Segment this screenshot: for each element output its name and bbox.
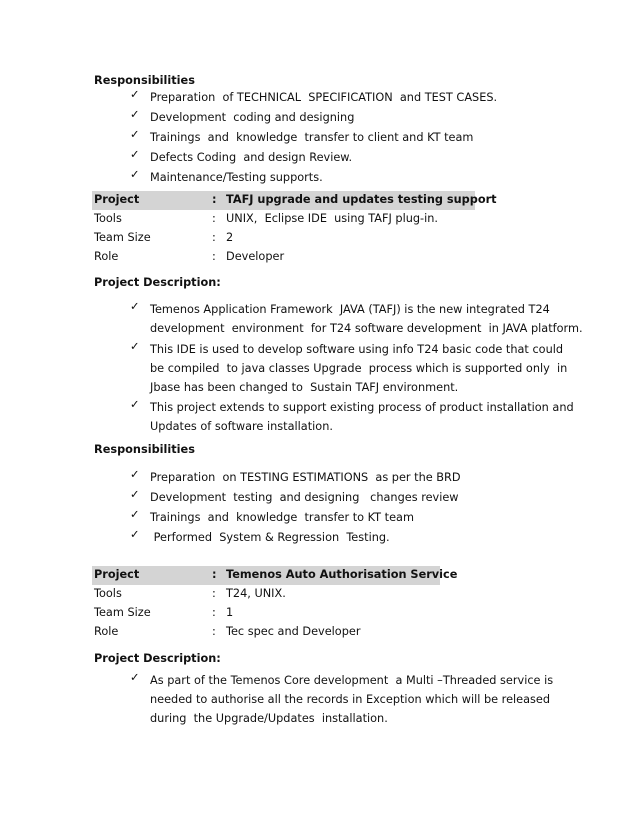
separator: : — [212, 587, 216, 600]
resume-page: Responsibilities ✓ Preparation of TECHNICAL SPECIFICATION and TEST CASES. ✓ Development coding and designing ✓ Trainings and knowledge transfer to client and KT team ✓ Defects Coding and design Review. ✓ Maintenance/Testing supports. Project : TAFJ upgrade and updates testing support Tools : UNIX, Eclipse IDE using TAFJ plug-in. Team Size : 2 Role : Developer Project Description: ✓ Temenos Application Framework JAVA (TAFJ) is the new integrated T24 development environment for T24 software development in JAVA platform. ✓ This IDE is used to develop software using info T24 basic code that could be compiled to java classes Upgrade process which is supported only in Jbase has been changed to Sustain TAFJ environment. ✓ This project extends to support existing process of product installation and Updates of software installation. Responsibilities ✓ Preparation on TESTING ESTIMATIONS as per the BRD ✓ Development testing and designing changes review ✓ Trainings and knowledge transfer to KT team ✓ Performed System & Regression Testing. Project : Temenos Auto Authorisation Service Tools : T24, UNIX. Team Size : 1 Role : Tec spec and Developer Project Description: ✓ As part of the Temenos Core development a Multi –Threaded service is needed to authorise all the records in Exception which will be released during the Upgrade/Updates installation. — [94, 74, 583, 725]
project-label: Project — [94, 193, 140, 206]
separator: : — [212, 606, 216, 619]
role-label: Role — [94, 625, 119, 638]
project-name: Temenos Auto Authorisation Service — [226, 568, 458, 581]
tools-value: T24, UNIX. — [226, 587, 286, 600]
team-size-row — [94, 606, 544, 625]
team-size-label: Team Size — [94, 231, 151, 244]
project-description-heading: Project Description: — [94, 276, 221, 289]
separator: : — [212, 568, 217, 581]
tools-label: Tools — [94, 212, 122, 225]
check-icon: ✓ — [130, 300, 140, 313]
check-icon: ✓ — [130, 671, 140, 684]
responsibilities-heading: Responsibilities — [94, 443, 195, 456]
check-icon: ✓ — [130, 88, 140, 101]
check-icon: ✓ — [130, 168, 140, 181]
responsibilities-heading: Responsibilities — [94, 74, 195, 87]
check-icon: ✓ — [130, 488, 140, 501]
tools-label: Tools — [94, 587, 122, 600]
role-value: Tec spec and Developer — [226, 625, 361, 638]
role-row — [94, 250, 544, 269]
check-icon: ✓ — [130, 468, 140, 481]
separator: : — [212, 193, 217, 206]
project-header-row — [92, 191, 497, 210]
check-icon: ✓ — [130, 148, 140, 161]
separator: : — [212, 231, 216, 244]
team-size-row — [94, 231, 544, 250]
role-value: Developer — [226, 250, 285, 263]
team-size-value: 1 — [226, 606, 234, 619]
separator: : — [212, 250, 216, 263]
role-row — [94, 625, 544, 644]
separator: : — [212, 212, 216, 225]
check-icon: ✓ — [130, 398, 140, 411]
project-header-row — [92, 566, 458, 585]
tools-value: UNIX, Eclipse IDE using TAFJ plug-in. — [226, 212, 439, 225]
tools-row — [94, 587, 544, 606]
check-icon: ✓ — [130, 508, 140, 521]
check-icon: ✓ — [130, 528, 140, 541]
separator: : — [212, 625, 216, 638]
project-name: TAFJ upgrade and updates testing support — [226, 193, 497, 206]
tools-row — [94, 212, 544, 231]
team-size-label: Team Size — [94, 606, 151, 619]
project-label: Project — [94, 568, 140, 581]
check-icon: ✓ — [130, 128, 140, 141]
role-label: Role — [94, 250, 119, 263]
project-description-heading: Project Description: — [94, 652, 221, 665]
check-icon: ✓ — [130, 108, 140, 121]
team-size-value: 2 — [226, 231, 234, 244]
check-icon: ✓ — [130, 340, 140, 353]
